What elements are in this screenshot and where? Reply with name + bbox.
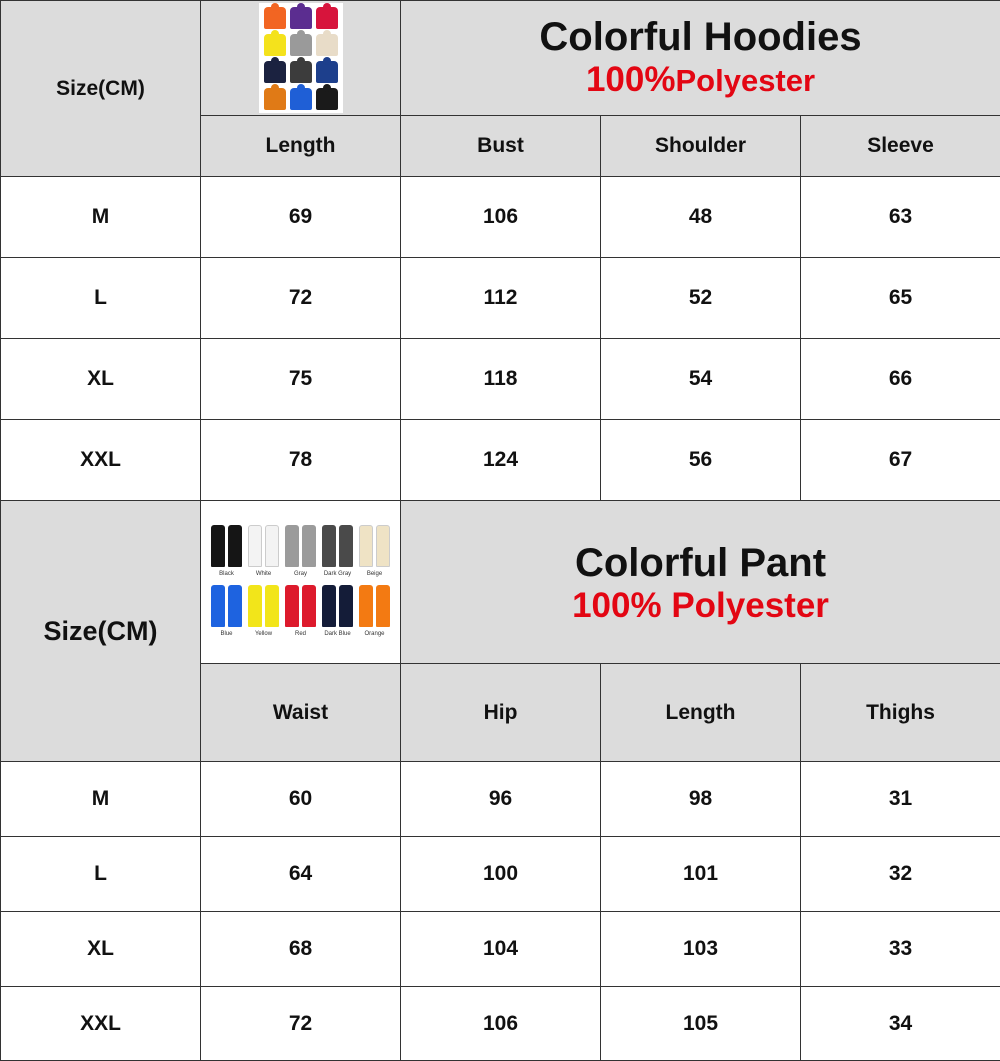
value-cell: 118	[401, 339, 601, 420]
hoodies-col-bust: Bust	[401, 116, 601, 177]
hoodie-swatch	[290, 7, 312, 29]
hoodies-subtitle	[401, 59, 1000, 102]
hoodie-swatch	[264, 88, 286, 110]
value-cell: 96	[401, 762, 601, 837]
pant-swatch-label: Beige	[366, 571, 383, 577]
pant-swatch	[211, 525, 242, 579]
size-label: XL	[1, 339, 201, 420]
value-cell: 69	[201, 177, 401, 258]
hoodies-size-header: Size(CM)	[1, 1, 201, 177]
table-row	[1, 339, 1000, 420]
value-cell: 124	[401, 420, 601, 501]
value-cell: 105	[601, 987, 801, 1061]
pants-size-table	[0, 500, 1000, 1061]
hoodies-size-table	[0, 0, 1000, 501]
hoodies-subtitle-material: Polyester	[675, 62, 816, 98]
hoodies-title-cell	[401, 1, 1000, 116]
pants-thumbnail	[201, 501, 401, 664]
pants-col-thighs: Thighs	[801, 664, 1000, 762]
pants-title: Colorful Pant	[574, 541, 827, 585]
value-cell: 100	[401, 837, 601, 912]
size-label: XL	[1, 912, 201, 987]
pant-swatch	[359, 585, 390, 639]
pants-col-waist: Waist	[201, 664, 401, 762]
size-label: M	[1, 762, 201, 837]
hoodies-subtitle-pct: 100%	[585, 59, 676, 99]
hoodie-swatch	[264, 34, 286, 56]
pant-swatch-label: Red	[294, 631, 306, 637]
value-cell: 31	[801, 762, 1000, 837]
value-cell: 66	[801, 339, 1000, 420]
pant-swatch-label: Black	[219, 571, 234, 577]
pant-swatch-label: Gray	[293, 571, 307, 577]
value-cell: 54	[601, 339, 801, 420]
pants-title-cell	[401, 501, 1000, 664]
pant-swatch	[322, 525, 353, 579]
pant-swatch-label: Orange	[364, 631, 385, 637]
pant-swatch	[211, 585, 242, 639]
pants-col-length: Length	[601, 664, 801, 762]
hoodie-swatch	[316, 34, 338, 56]
hoodies-col-length: Length	[201, 116, 401, 177]
value-cell: 106	[401, 177, 601, 258]
hoodies-title: Colorful Hoodies	[539, 14, 862, 59]
table-row	[1, 987, 1000, 1061]
value-cell: 104	[401, 912, 601, 987]
pant-swatch-label: Blue	[220, 631, 233, 637]
value-cell: 56	[601, 420, 801, 501]
value-cell: 68	[201, 912, 401, 987]
table-row	[1, 258, 1000, 339]
table-row	[1, 837, 1000, 912]
value-cell: 75	[201, 339, 401, 420]
value-cell: 112	[401, 258, 601, 339]
pant-swatch	[359, 525, 390, 579]
hoodie-swatch	[264, 61, 286, 83]
value-cell: 52	[601, 258, 801, 339]
value-cell: 101	[601, 837, 801, 912]
pants-col-hip: Hip	[401, 664, 601, 762]
pant-swatch-label: Dark Blue	[324, 631, 351, 637]
hoodie-swatch	[316, 61, 338, 83]
pant-color-swatches	[207, 519, 394, 645]
table-row	[1, 420, 1000, 501]
size-label: M	[1, 177, 201, 258]
value-cell: 48	[601, 177, 801, 258]
table-row	[1, 177, 1000, 258]
value-cell: 60	[201, 762, 401, 837]
value-cell: 98	[601, 762, 801, 837]
size-label: L	[1, 258, 201, 339]
hoodie-swatch	[290, 34, 312, 56]
size-label: L	[1, 837, 201, 912]
hoodies-col-shoulder: Shoulder	[601, 116, 801, 177]
value-cell: 33	[801, 912, 1000, 987]
table-row	[1, 762, 1000, 837]
value-cell: 34	[801, 987, 1000, 1061]
size-label: XXL	[1, 420, 201, 501]
pant-swatch	[285, 585, 316, 639]
pant-swatch	[248, 585, 279, 639]
pant-swatch-label: Yellow	[254, 631, 273, 637]
value-cell: 72	[201, 987, 401, 1061]
table-row	[1, 912, 1000, 987]
value-cell: 63	[801, 177, 1000, 258]
value-cell: 106	[401, 987, 601, 1061]
value-cell: 64	[201, 837, 401, 912]
hoodie-swatch	[316, 88, 338, 110]
hoodie-swatch	[264, 7, 286, 29]
pant-swatch	[248, 525, 279, 579]
hoodie-swatch	[290, 88, 312, 110]
hoodies-thumbnail	[201, 1, 401, 116]
pant-swatch-label: Dark Gray	[323, 571, 352, 577]
hoodies-col-sleeve: Sleeve	[801, 116, 1000, 177]
value-cell: 32	[801, 837, 1000, 912]
value-cell: 65	[801, 258, 1000, 339]
pants-size-header: Size(CM)	[1, 501, 201, 762]
pant-swatch-label: White	[255, 571, 272, 577]
hoodie-color-swatches	[264, 7, 338, 110]
size-label: XXL	[1, 987, 201, 1061]
pant-swatch	[285, 525, 316, 579]
value-cell: 103	[601, 912, 801, 987]
value-cell: 67	[801, 420, 1000, 501]
pants-subtitle: 100% Polyester	[572, 586, 829, 625]
pant-swatch	[322, 585, 353, 639]
value-cell: 78	[201, 420, 401, 501]
hoodie-swatch	[316, 7, 338, 29]
hoodie-swatch	[290, 61, 312, 83]
value-cell: 72	[201, 258, 401, 339]
